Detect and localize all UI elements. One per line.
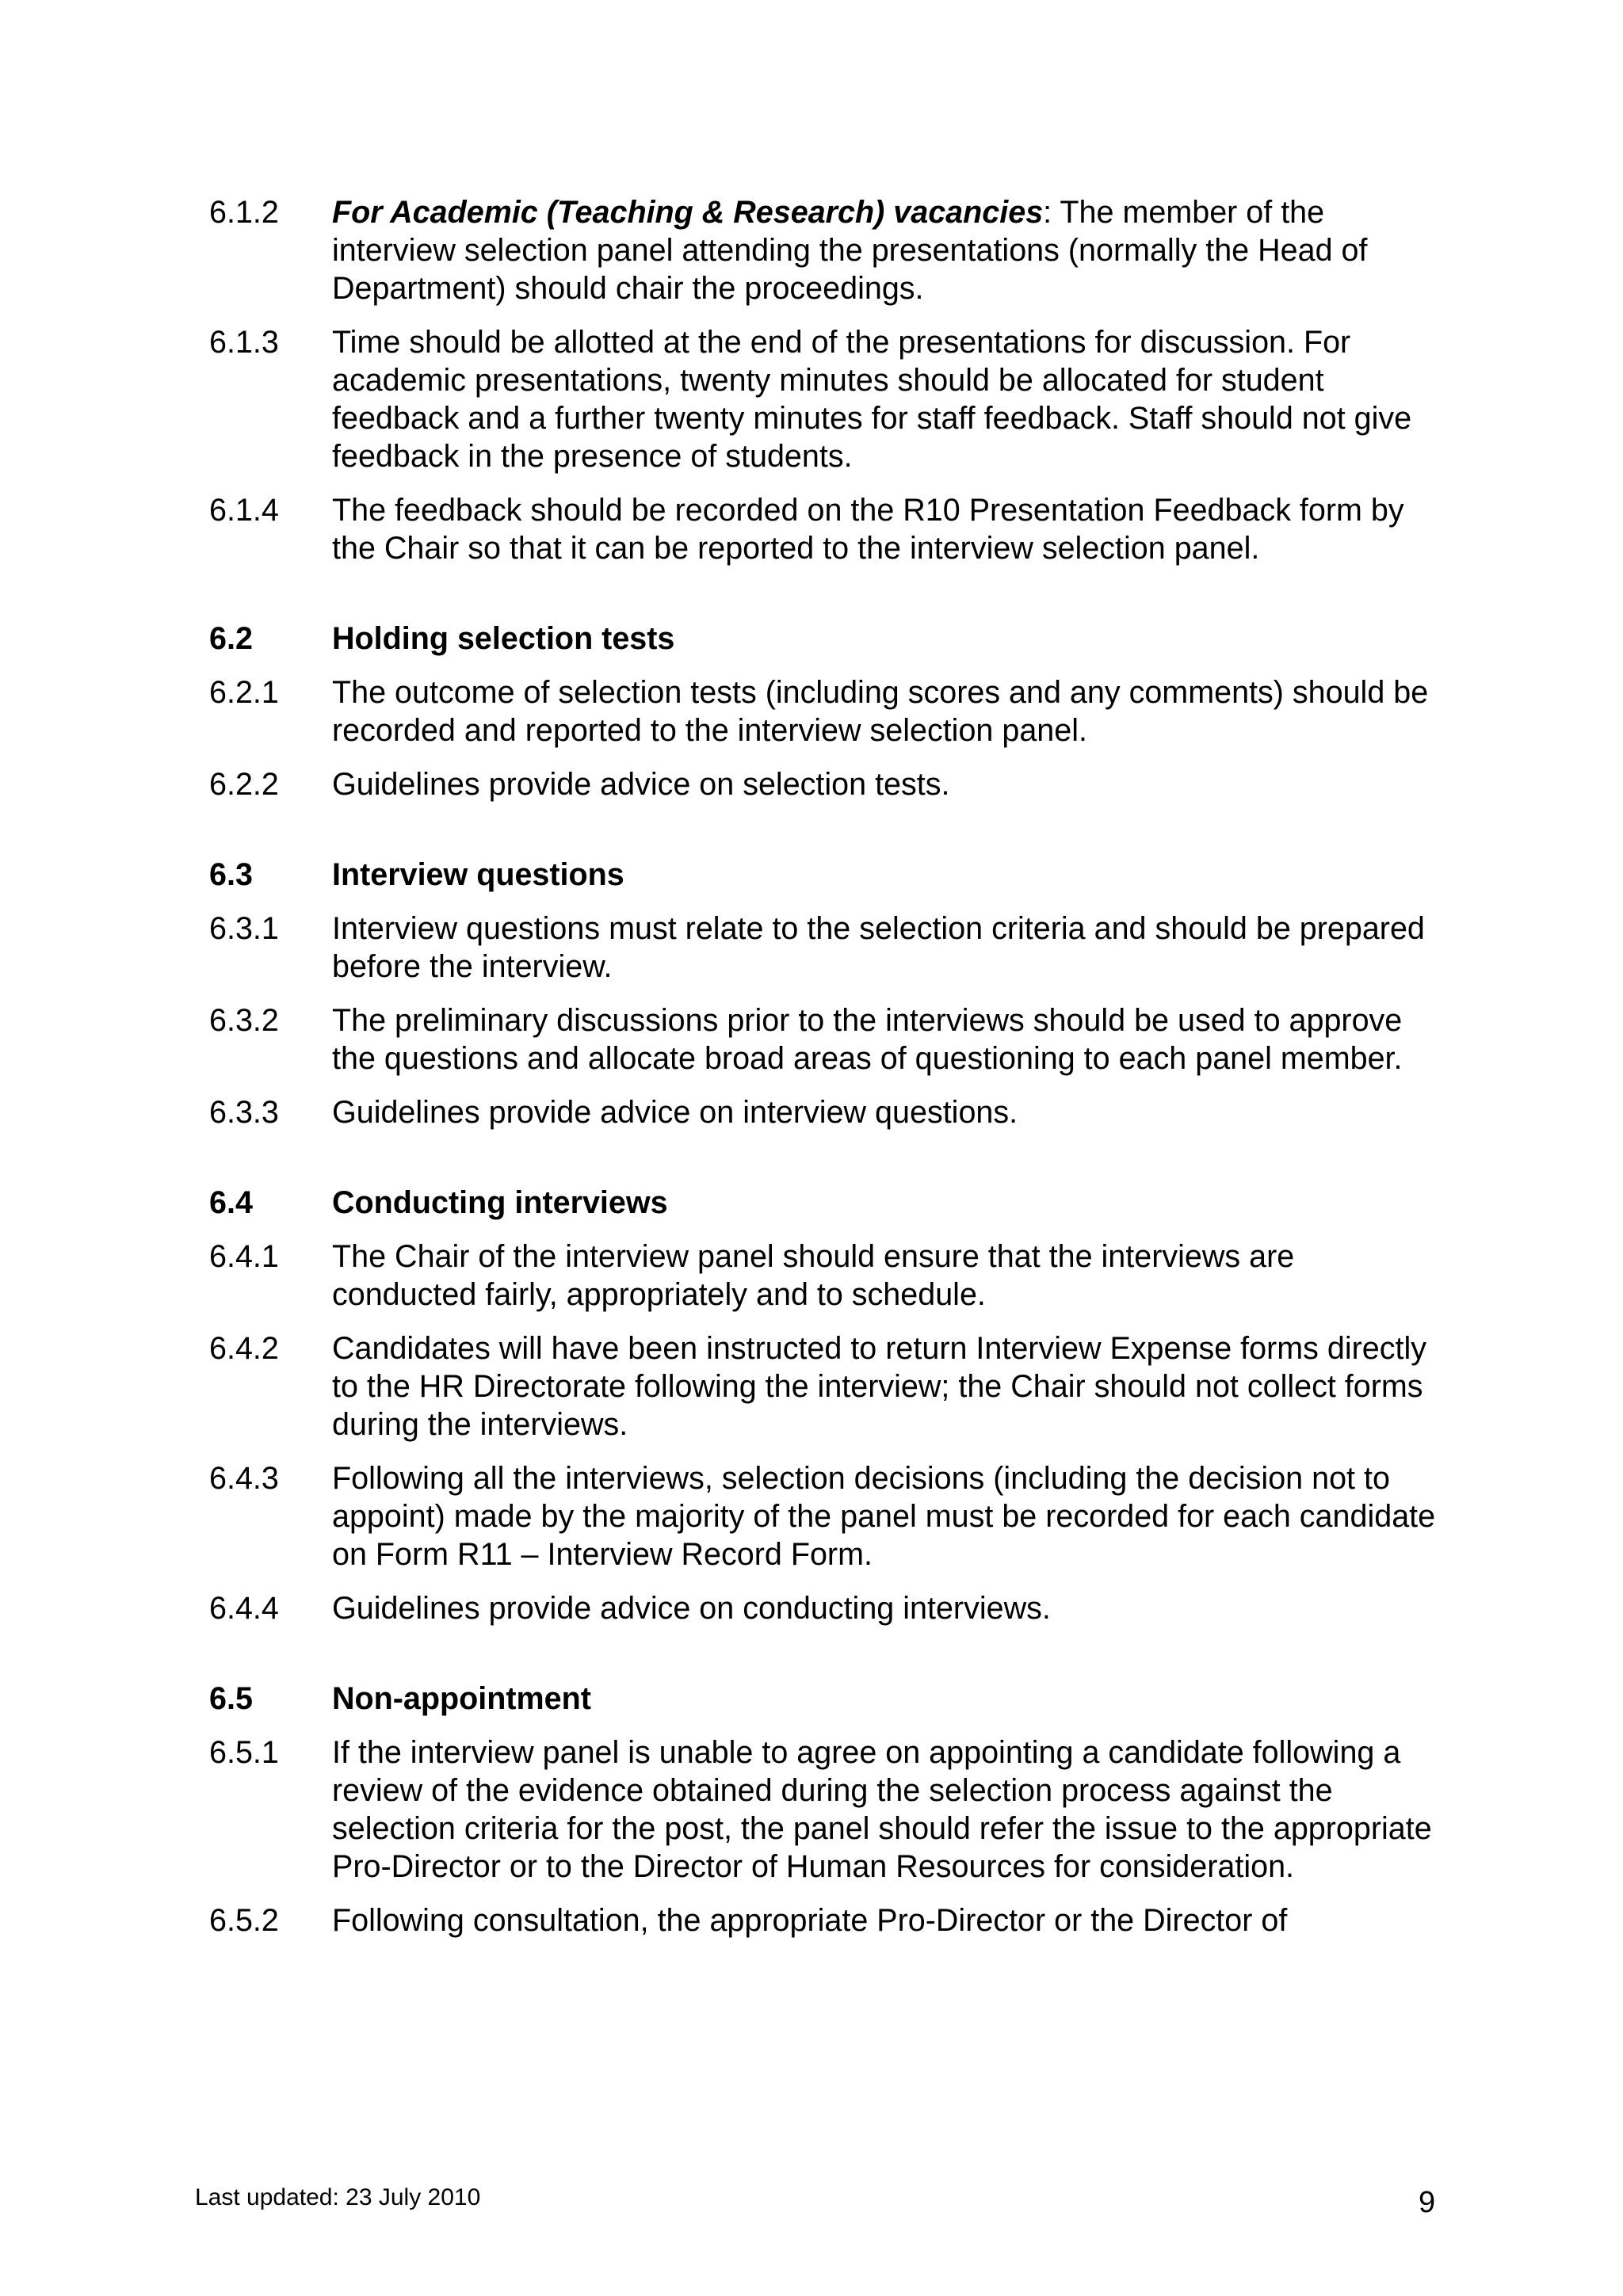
clause-6-1-2 <box>209 193 1445 307</box>
clause-6-2-1 <box>209 673 1445 749</box>
clause-text: Time should be allotted at the end of the presentations for discussion. For academic presentations, twenty minutes should be allocated for student feedback and a further twenty minutes for staff feedback. Staff should not give feedback in the presence of students. <box>332 325 1412 474</box>
clause-text: : The member of the interview selection panel attending the presentations (normally the Head of Department) should chair the proceedings. <box>332 195 1368 306</box>
clause-text: The outcome of selection tests (including scores and any comments) should be recorded and reported to the interview selection panel. <box>332 675 1429 748</box>
document-body <box>209 193 1445 1955</box>
clause-6-4-1 <box>209 1238 1445 1314</box>
clause-6-4-3 <box>209 1459 1445 1573</box>
clause-6-4-4 <box>209 1589 1445 1627</box>
clause-text: Candidates will have been instructed to return Interview Expense forms directly to the HR Directorate following the interview; the Chair should not collect forms during the interviews. <box>332 1331 1426 1442</box>
section-heading-6-4 <box>209 1184 1445 1222</box>
clause-number: 6.4.3 <box>209 1461 279 1496</box>
clause-number: 6.1.3 <box>209 325 279 360</box>
clause-text: The preliminary discussions prior to the interviews should be used to approve the questions and allocate broad areas of questioning to each panel member. <box>332 1003 1403 1076</box>
clause-6-1-4 <box>209 491 1445 567</box>
section-number: 6.2 <box>209 621 253 656</box>
clause-number: 6.2.1 <box>209 675 279 710</box>
clause-6-5-2 <box>209 1901 1445 1939</box>
clause-6-2-2 <box>209 765 1445 803</box>
clause-number: 6.3.3 <box>209 1095 279 1130</box>
clause-lead-emphasis: For Academic (Teaching & Research) vacancies <box>332 195 1044 230</box>
section-number: 6.5 <box>209 1681 253 1716</box>
clause-number: 6.4.4 <box>209 1591 279 1626</box>
clause-text: Interview questions must relate to the selection criteria and should be prepared before the interview. <box>332 911 1425 984</box>
section-number: 6.3 <box>209 857 253 892</box>
clause-6-3-1 <box>209 910 1445 986</box>
section-heading-6-5 <box>209 1680 1445 1718</box>
clause-number: 6.1.4 <box>209 493 279 528</box>
clause-6-3-3 <box>209 1093 1445 1131</box>
clause-text: Following consultation, the appropriate Pro-Director or the Director of <box>332 1903 1288 1938</box>
last-updated-footer: Last updated: 23 July 2010 <box>195 2184 481 2210</box>
clause-number: 6.3.2 <box>209 1003 279 1038</box>
clause-6-3-2 <box>209 1001 1445 1077</box>
section-title: Holding selection tests <box>332 621 675 656</box>
clause-number: 6.4.1 <box>209 1239 279 1274</box>
clause-text: If the interview panel is unable to agree on appointing a candidate following a review of the evidence obtained during the selection process against the selection criteria for the post, the panel should refer the issue to the appropriate Pro-Director or to the Director of Human Resources for consideration. <box>332 1735 1432 1884</box>
clause-number: 6.1.2 <box>209 195 279 230</box>
section-title: Non-appointment <box>332 1681 591 1716</box>
clause-text: Guidelines provide advice on interview questions. <box>332 1095 1018 1130</box>
clause-6-5-1 <box>209 1733 1445 1886</box>
clause-6-4-2 <box>209 1329 1445 1444</box>
section-title: Conducting interviews <box>332 1185 668 1220</box>
clause-number: 6.5.1 <box>209 1735 279 1770</box>
clause-text: Following all the interviews, selection decisions (including the decision not to appoint) made by the majority of the panel must be recorded for each candidate on Form R11 – Interview Record Form. <box>332 1461 1436 1572</box>
page-number: 9 <box>1419 2186 1436 2219</box>
section-heading-6-2 <box>209 620 1445 658</box>
clause-number: 6.2.2 <box>209 767 279 802</box>
clause-number: 6.3.1 <box>209 911 279 946</box>
clause-number: 6.5.2 <box>209 1903 279 1938</box>
section-title: Interview questions <box>332 857 624 892</box>
clause-text: The feedback should be recorded on the R10 Presentation Feedback form by the Chair so that it can be reported to the interview selection panel. <box>332 493 1404 566</box>
clause-number: 6.4.2 <box>209 1331 279 1366</box>
section-number: 6.4 <box>209 1185 253 1220</box>
clause-text: Guidelines provide advice on selection tests. <box>332 767 950 802</box>
section-heading-6-3 <box>209 856 1445 894</box>
clause-6-1-3 <box>209 323 1445 475</box>
clause-text: Guidelines provide advice on conducting interviews. <box>332 1591 1051 1626</box>
clause-text: The Chair of the interview panel should ensure that the interviews are conducted fairly, appropriately and to schedule. <box>332 1239 1295 1312</box>
